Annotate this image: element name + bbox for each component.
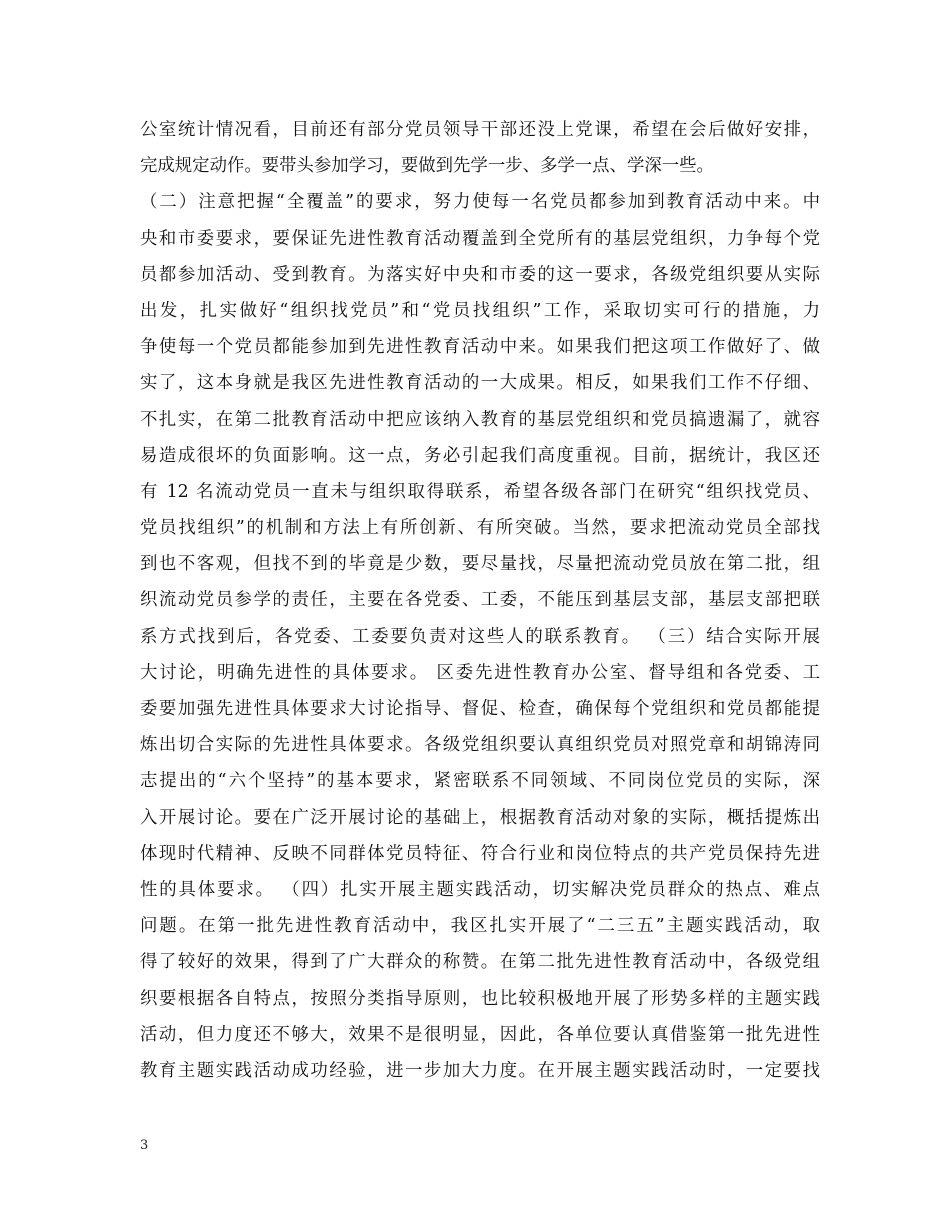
text-line: 系方式找到后，各党委、工委要负责对这些人的联系教育。 （三）结合实际开展: [140, 626, 820, 647]
text-line: 党员找组织”的机制和方法上有所创新、有所突破。当然，要求把流动党员全部找: [140, 518, 820, 539]
text-line: 完成规定动作。要带头参加学习，要做到先学一步、多学一点、学深一些。: [140, 156, 714, 177]
text-line: 易造成很坏的负面影响。这一点，务必引起我们高度重视。目前，据统计，我区还: [140, 445, 820, 466]
text-line: 公室统计情况看，目前还有部分党员领导干部还没上党课，希望在会后做好安排，: [140, 120, 820, 140]
text-line: 到也不客观，但找不到的毕竟是少数，要尽量找，尽量把流动党员放在第二批，组: [140, 554, 820, 575]
text-line: 得了较好的效果，得到了广大群众的称赞。在第二批先进性教育活动中，各级党组: [140, 952, 820, 973]
text-line: 有 12 名流动党员一直未与组织取得联系，希望各级各部门在研究“组织找党员、: [140, 481, 820, 502]
text-line: 性的具体要求。 （四）扎实开展主题实践活动，切实解决党员群众的热点、难点: [140, 879, 820, 900]
text-line: 体现时代精神、反映不同群体党员特征、符合行业和岗位特点的共产党员保持先进: [140, 843, 820, 864]
text-line: 织要根据各自特点，按照分类指导原则，也比较积极地开展了形势多样的主题实践: [140, 988, 820, 1009]
text-line: （二）注意把握“全覆盖”的要求，努力使每一名党员都参加到教育活动中来。中: [140, 192, 820, 213]
text-line: 争使每一个党员都能参加到先进性教育活动中来。如果我们把这项工作做好了、做: [140, 337, 820, 358]
text-line: 央和市委要求，要保证先进性教育活动覆盖到全党所有的基层党组织，力争每个党: [140, 228, 820, 249]
text-line: 活动，但力度还不够大，效果不是很明显，因此，各单位要认真借鉴第一批先进性: [140, 1024, 820, 1045]
page-number: 3: [140, 1138, 149, 1153]
text-line: 不扎实，在第二批教育活动中把应该纳入教育的基层党组织和党员搞遗漏了，就容: [140, 409, 820, 430]
text-line: 大讨论，明确先进性的具体要求。 区委先进性教育办公室、督导组和各党委、工: [140, 662, 820, 683]
text-line: 入开展讨论。要在广泛开展讨论的基础上，根据教育活动对象的实际，概括提炼出: [140, 807, 820, 828]
text-line: 志提出的“六个坚持”的基本要求，紧密联系不同领域、不同岗位党员的实际，深: [140, 771, 820, 792]
text-line: 问题。在第一批先进性教育活动中，我区扎实开展了“二三五”主题实践活动，取: [140, 916, 820, 937]
text-line: 实了，这本身就是我区先进性教育活动的一大成果。相反，如果我们工作不仔细、: [140, 373, 820, 394]
text-line: 教育主题实践活动成功经验，进一步加大力度。在开展主题实践活动时，一定要找: [140, 1060, 820, 1081]
text-line: 炼出切合实际的先进性具体要求。各级党组织要认真组织党员对照党章和胡锦涛同: [140, 735, 820, 756]
text-line: 织流动党员参学的责任，主要在各党委、工委，不能压到基层支部，基层支部把联: [140, 590, 820, 611]
body-text: [140, 112, 820, 1089]
text-line: 员都参加活动、受到教育。为落实好中央和市委的这一要求，各级党组织要从实际: [140, 264, 820, 285]
text-line: 委要加强先进性具体要求大讨论指导、督促、检查，确保每个党组织和党员都能提: [140, 699, 820, 719]
text-line: 出发，扎实做好“组织找党员”和“党员找组织”工作，采取切实可行的措施，力: [140, 300, 820, 321]
